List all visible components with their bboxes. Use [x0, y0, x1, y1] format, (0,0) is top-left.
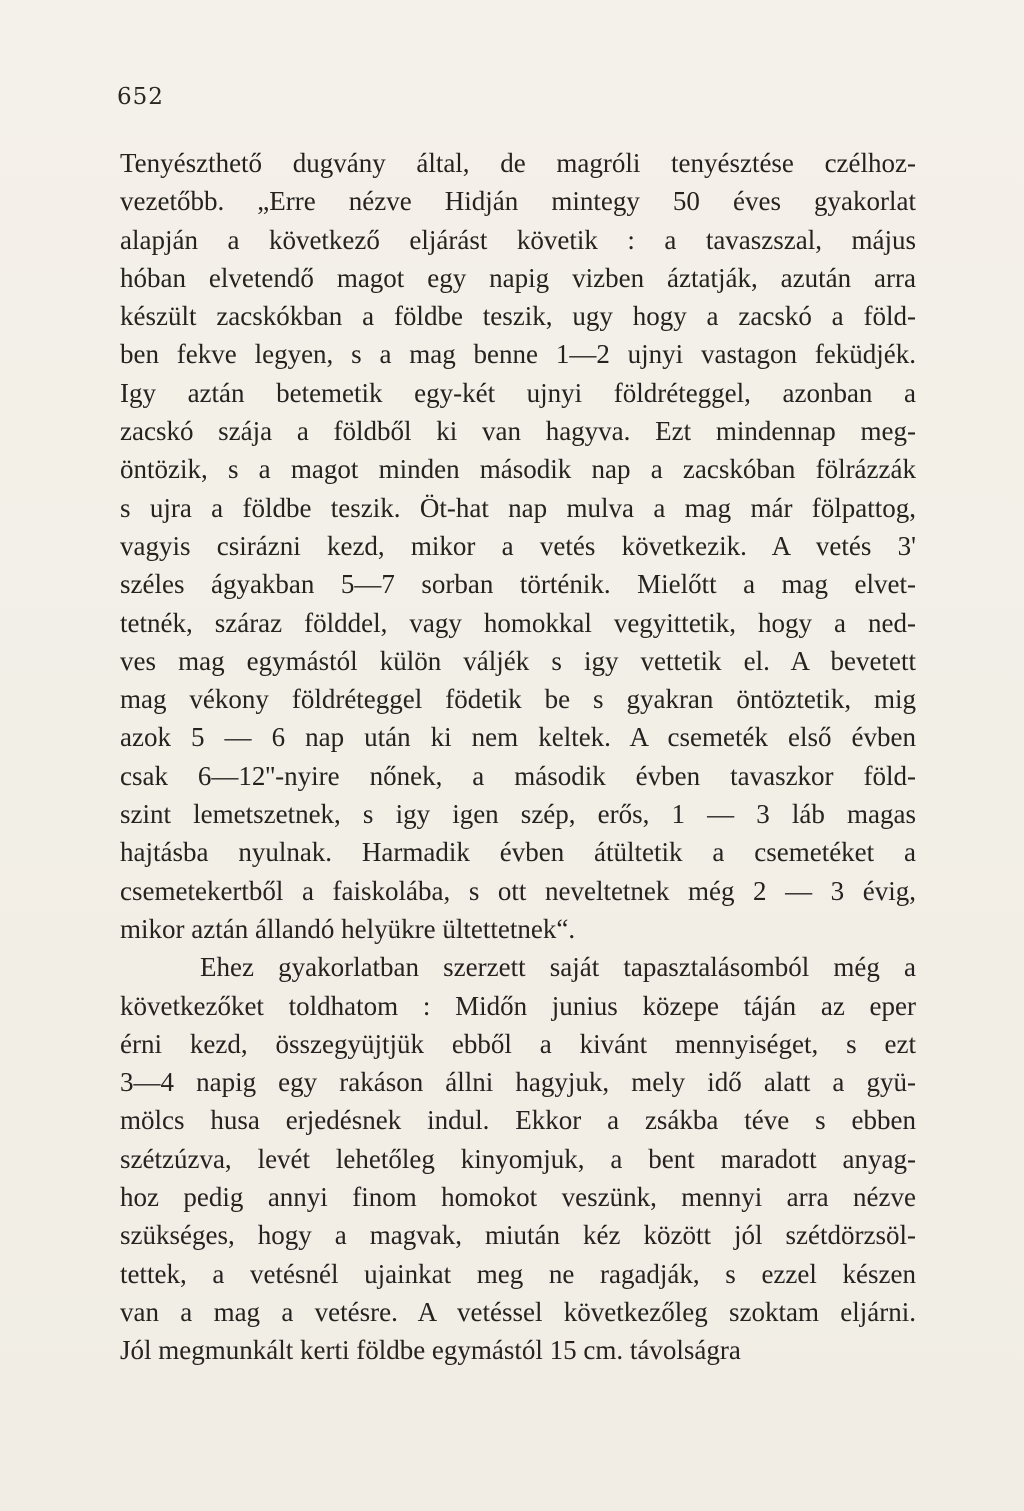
text-line: tettek, a vetésnél ujainkat meg ne ragadják, s ezzel készen — [120, 1258, 916, 1289]
text-line: érni kezd, összegyüjtjük ebből a kivánt mennyiséget, s ezt — [120, 1028, 916, 1059]
text-line: hóban elvetendő magot egy napig vizben áztatják, azután arra — [120, 262, 916, 293]
text-line: csemetekertből a faiskolába, s ott neveltetnek még 2 — 3 évig, — [120, 875, 916, 906]
text-line: ves mag egymástól külön váljék s igy vettetik el. A bevetett — [120, 645, 916, 676]
paragraph — [120, 948, 916, 1369]
text-line: hoz pedig annyi finom homokot veszünk, mennyi arra nézve — [120, 1182, 916, 1213]
text-line: hajtásba nyulnak. Harmadik évben átültetik a csemetéket a — [120, 837, 916, 868]
text-line: szétzúzva, levét lehetőleg kinyomjuk, a bent maradott anyag- — [120, 1143, 916, 1174]
text-line: Tenyészthető dugvány által, de magróli tenyésztése czélhoz- — [120, 148, 916, 178]
text-line: szükséges, hogy a magvak, miután kéz között jól szétdörzsöl- — [120, 1220, 916, 1251]
text-line: Jól megmunkált kerti földbe egymástól 15 cm. távolságra — [120, 1335, 741, 1366]
text-line: 3—4 napig egy rakáson állni hagyjuk, mely idő alatt a gyü- — [120, 1067, 916, 1098]
text-line: tetnék, száraz földdel, vagy homokkal vegyittetik, hogy a ned- — [120, 607, 916, 638]
text-line: alapján a következő eljárást követik : a tavaszszal, május — [120, 224, 916, 255]
text-line: mölcs husa erjedésnek indul. Ekkor a zsákba téve s ebben — [120, 1105, 916, 1136]
text-line: öntözik, s a magot minden második nap a zacskóban fölrázzák — [120, 454, 916, 485]
text-line: azok 5 — 6 nap után ki nem keltek. A csemeték első évben — [120, 722, 916, 753]
text-line: csak 6—12''-nyire nőnek, a második évben tavaszkor föld- — [120, 760, 916, 791]
text-line: mag vékony földréteggel födetik be s gyakran öntöztetik, mig — [120, 684, 916, 715]
text-line: ben fekve legyen, s a mag benne 1—2 ujnyi vastagon feküdjék. — [120, 339, 916, 370]
text-line: készült zacskókban a földbe teszik, ugy hogy a zacskó a föld- — [120, 301, 916, 332]
text-line: széles ágyakban 5—7 sorban történik. Mielőtt a mag elvet- — [120, 569, 916, 600]
text-line: következőket toldhatom : Midőn junius közepe táján az eper — [120, 990, 916, 1021]
text-line: szint lemetszetnek, s igy igen szép, erős, 1 — 3 láb magas — [120, 799, 916, 830]
text-line: vezetőbb. „Erre nézve Hidján mintegy 50 éves gyakorlat — [120, 186, 916, 217]
text-line: vagyis csirázni kezd, mikor a vetés következik. A vetés 3' — [120, 530, 916, 561]
text-line: van a mag a vetésre. A vetéssel következőleg szoktam eljárni. — [120, 1296, 916, 1327]
page-number: 652 — [117, 84, 164, 110]
text-line: Igy aztán betemetik egy-két ujnyi földréteggel, azonban a — [120, 377, 916, 408]
body-text — [120, 144, 916, 1370]
text-line: zacskó szája a földből ki van hagyva. Ezt mindennap meg- — [120, 416, 916, 447]
paragraph — [120, 144, 916, 948]
text-line: Ehez gyakorlatban szerzett saját tapasztalásomból még a — [200, 952, 916, 983]
text-line: mikor aztán állandó helyükre ültettetnek“. — [120, 913, 576, 944]
text-line: s ujra a földbe teszik. Öt-hat nap mulva a mag már fölpattog, — [120, 492, 916, 523]
